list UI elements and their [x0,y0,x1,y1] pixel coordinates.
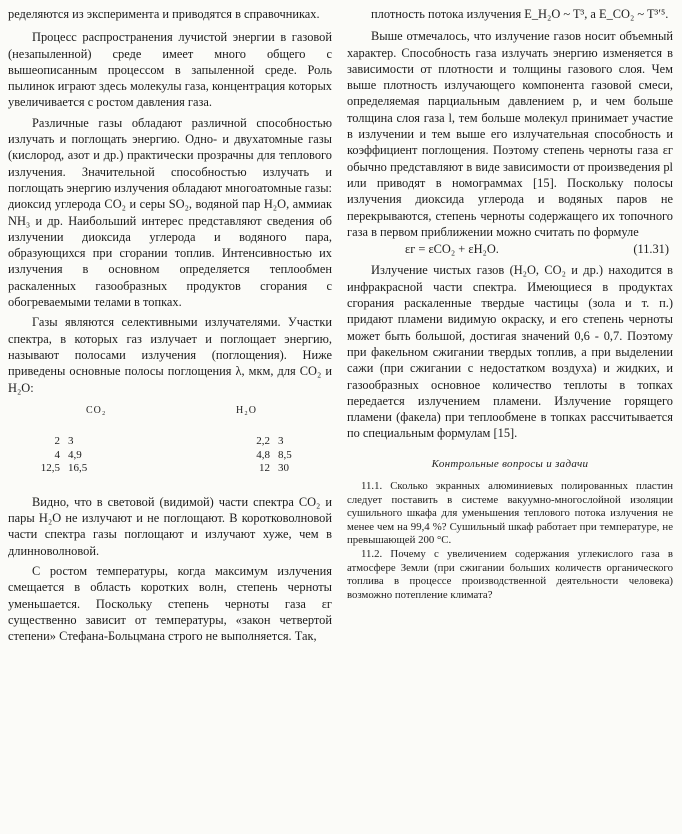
band-start: 2 [54,435,60,448]
formula-number: (11.31) [633,242,669,257]
band-row [8,449,158,463]
paragraph: плотность потока излучения E_H₂O ~ T³, а E_CO₂ ~ T³′⁵. [371,7,669,21]
section-title: Контрольные вопросы и задачи [431,457,589,470]
band-end: 4,9 [68,448,82,461]
co2-header: CO₂ [86,404,107,416]
band-row [158,462,308,476]
band-start: 4 [54,448,60,461]
formula-line [347,241,673,257]
band-row [8,462,158,476]
band-start: 4,8 [256,448,270,461]
band-row [158,449,308,463]
right-column [347,6,673,602]
paragraph: С ростом температуры, когда максимум излучения смещается в область коротких волн, степень черноты уменьшается. Поскольку степень черноты газа εг существенно зависит от температуры, «закон четвертой степени» Стефана-Больцмана строго не выполняется. Так, [8,564,332,644]
h2o-header: H₂O [236,404,257,416]
band-row [158,435,308,449]
band-end: 3 [278,435,284,448]
paragraph: Выше отмечалось, что излучение газов носит объемный характер. Способность газа излучать энергию изменяется в зависимости от плотности и толщины газового слоя. Чем выше плотность излучающего компонента газовой смеси, определяемая парциальным давлением p, и чем больше толщина слоя газа l, тем больше молекул принимает участие в излучении и тем выше его излучательная способность и коэффициент поглощения. Поэтому степень черноты газа εг обычно представляют в виде зависимости от произведения pl или приводят в номограммах [15]. Поскольку полосы излучения диоксида углерода и водяных паров не перекрываются, степень черноты содержащего их топочного газа в первом приближении можно считать по формуле [347,29,673,239]
paragraph: Видно, что в световой (видимой) части спектра CO₂ и пары H₂O не излучают и не поглощают. В коротковолновой части спектра газы поглощают и излучают хуже, чем в длинноволновой. [8,494,332,558]
paragraph: Различные газы обладают различной способностью излучать и поглощать энергию. Одно- и двухатомные газы (кислород, азот и др.) практически прозрачны для теплового излучения. Значительной способностью излучать и поглощать энергию излучения обладают многоатомные газы: диоксид углерода CO₂ и серы SO₂, водяной пар H₂O, аммиак NH₃ и др. Наибольший интерес представляют сведения об излучении диоксида углерода и водяного пара, образующихся при сгорании топлив. Интенсивностью их излучения в основном определяется теплообмен раскаленных газообразных продуктов сгорания с обогреваемыми телами в топках. [8,115,332,310]
h2o-bands [158,404,308,476]
task: 11.1. Сколько экранных алюминиевых полированных пластин следует поставить в системе вакуумно-многослойной изоляции сушильного шкафа для уменьшения теплового потока излучения не менее чем на 99,4 %? Сушильный шкаф работает при температуре, не превышающей 200 °С. [347,480,673,547]
band-end: 30 [278,462,289,475]
paragraph: ределяются из эксперимента и приводятся в справочниках. [8,7,320,21]
band-end: 3 [68,435,74,448]
band-end: 8,5 [278,448,292,461]
band-row [8,435,158,449]
band-end: 16,5 [68,462,88,475]
formula: εг = εCO₂ + εH₂O. [405,242,499,257]
co2-bands [8,404,158,476]
paragraph: Процесс распространения лучистой энергии в газовой (незапыленной) среде имеет много общего с вышеописанным процессом в запыленной среде. Роль пылинок играют здесь молекулы газа, концентрация которых увеличивается с ростом давления газа. [8,30,332,110]
absorption-bands-table [8,404,332,476]
task: 11.2. Почему с увеличением содержания углекислого газа в атмосфере Земли (при сжигании больших количеств органического топлива в процессе производственной деятельности человека) возможно потепление климата? [347,547,673,601]
left-column [8,6,332,645]
band-start: 12 [259,462,270,475]
paragraph: Излучение чистых газов (H₂O, CO₂ и др.) находится в инфракрасной части спектра. Имеющиеся в продуктах сгорания раскаленные твердые частицы (зола и т. п.) придают пламени видимую окраску, и его степень черноты может быть большой, достигая значений 0,6 - 0,7. Поэтому при факельном сжигании твердых топлив, а при выделении сажи (при сжигании с недостатком воздуха) и жидких, и газообразных основное количество теплоты в топках передается излучением пламени. Излучение горящего пламени (факела) при теплообмене в топках рассчитывается по специальным формулам [15]. [347,263,673,441]
band-start: 12,5 [40,462,60,475]
band-start: 2,2 [256,435,270,448]
paragraph: Газы являются селективными излучателями. Участки спектра, в которых газ излучает и поглощает энергию, называют полосами излучения (поглощения). Ниже приведены основные полосы поглощения λ, мкм, для CO₂ и H₂O: [8,315,332,395]
